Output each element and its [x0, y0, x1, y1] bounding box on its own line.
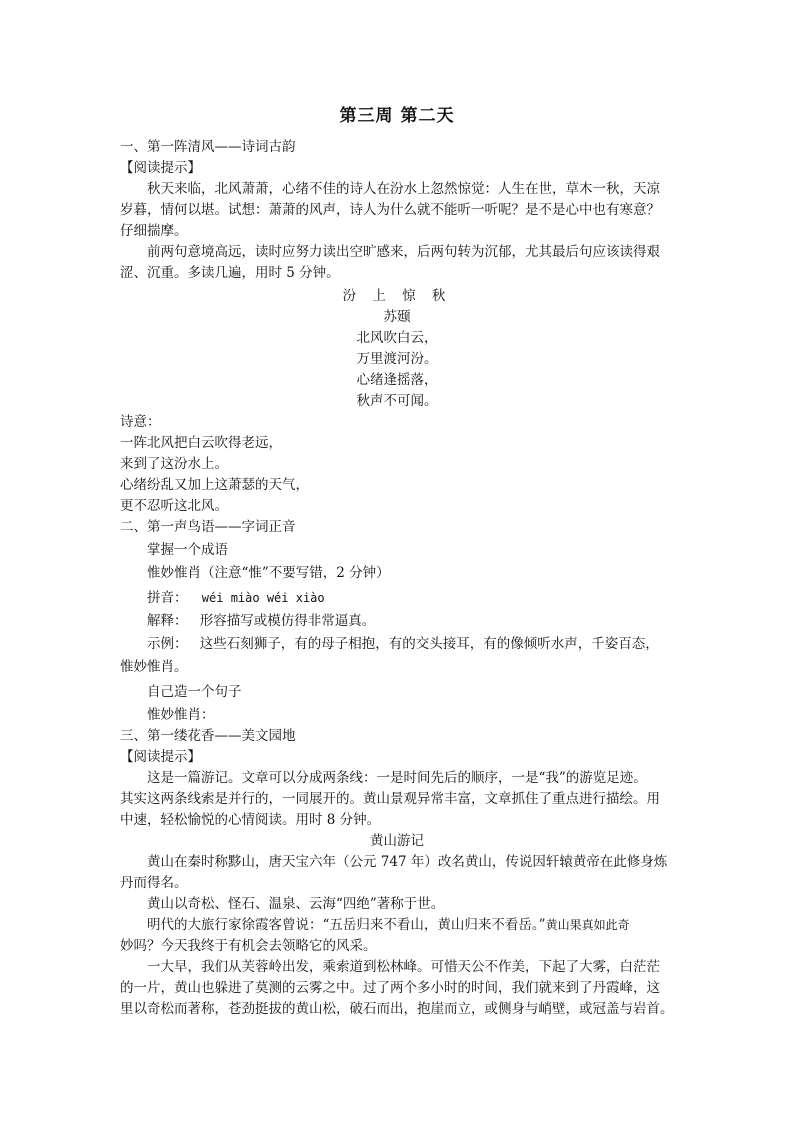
example-row	[147, 634, 707, 655]
poem-line: 北风吹白云，	[356, 330, 438, 346]
idiom-note: 惟妙惟肖（注意“惟”不要写错，2 分钟）	[147, 565, 390, 581]
explain-label: 解释：	[147, 613, 188, 629]
paragraph-line: 里以奇松而著称，苍劲挺拔的黄山松，破石而出，抱崖而立，或侧身与峭壁，或冠盖与岩首。	[120, 1001, 674, 1017]
page-title: 第三周 第二天	[339, 106, 455, 126]
paragraph-line: 仔细揣摩。	[120, 223, 188, 239]
paragraph-line: 这是一篇游记。文章可以分成两条线：一是时间先后的顺序，一是“我”的游览足迹。	[147, 770, 647, 786]
make-sentence-prompt: 自己造一个句子	[147, 684, 242, 700]
poem-meaning-line: 一阵北风把白云吹得老远，	[120, 435, 282, 451]
quote-text: 明代的大旅行家徐霞客曾说：“五岳归来不看山，黄山归来不看岳。”	[147, 917, 546, 933]
section-1-tip-label: 【阅读提示】	[120, 160, 201, 176]
paragraph-line: 秋天来临，北风萧萧，心绪不佳的诗人在汾水上忽然惊觉：人生在世，草木一秋，天凉	[147, 181, 660, 197]
poem-title: 汾 上 惊 秋	[342, 288, 452, 304]
explain-value: 形容描写或模仿得非常逼真。	[199, 613, 376, 629]
poem-meaning-line: 心绪纷乱又加上这萧瑟的天气，	[120, 477, 309, 493]
paragraph-line: 前两句意境高远，读时应努力读出空旷感来，后两句转为沉郁，尤其最后句应该读得艰	[147, 244, 660, 260]
paragraph-line	[147, 915, 707, 936]
paragraph-line: 岁暮，情何以堪。试想：萧萧的风声，诗人为什么就不能听一听呢？是不是心中也有寒意？	[120, 202, 660, 218]
poem-line: 心绪逢摇落，	[356, 372, 438, 388]
essay-title: 黄山游记	[370, 833, 424, 849]
idiom-intro: 掌握一个成语	[147, 542, 228, 558]
paragraph-line: 其实这两条线索是并行的，一同展开的。黄山景观异常丰富，文章抓住了重点进行描绘。用	[120, 791, 660, 807]
poem-author: 苏颋	[383, 309, 411, 325]
paragraph-line: 中速，轻松愉悦的心情阅读。用时 8 分钟。	[120, 812, 381, 828]
paragraph-line: 妙吗？今天我终于有机会去领略它的风采。	[120, 938, 377, 954]
pinyin-label: 拼音：	[147, 590, 188, 606]
example-continued: 惟妙惟肖。	[120, 659, 188, 675]
example-value: 这些石刻狮子，有的母子相抱，有的交头接耳，有的像倾听水声，千姿百态，	[199, 636, 659, 652]
paragraph-line: 丹而得名。	[120, 875, 188, 891]
pinyin-value: wéi miào wéi xiào	[201, 591, 325, 605]
explain-row	[147, 611, 707, 632]
section-1-heading: 一、第一阵清风——诗词古韵	[120, 139, 296, 155]
paragraph-line: 的一片，黄山也躲进了莫测的云雾之中。过了两个多小时的时间，我们就来到了丹霞峰，这	[120, 980, 660, 996]
pinyin-row	[147, 588, 707, 609]
paragraph-line: 黄山以奇松、怪石、温泉、云海“四绝”著称于世。	[147, 896, 445, 912]
section-2-heading: 二、第一声鸟语——字词正音	[120, 519, 296, 535]
poem-meaning-line: 来到了这汾水上。	[120, 456, 228, 472]
poem-meaning-label: 诗意：	[120, 414, 161, 430]
quote-followup: 黄山果真如此奇	[545, 918, 630, 932]
section-3-heading: 三、第一缕花香——美文园地	[120, 728, 296, 744]
paragraph-line: 一大早，我们从芙蓉岭出发，乘索道到松林峰。可惜天公不作美，下起了大雾，白茫茫	[147, 959, 660, 975]
poem-line: 秋声不可闻。	[356, 393, 438, 409]
poem-meaning-line: 更不忍听这北风。	[120, 498, 228, 514]
paragraph-line: 黄山在秦时称黟山，唐天宝六年（公元 747 年）改名黄山，传说因轩辕黄帝在此修身炼	[147, 854, 668, 870]
paragraph-line: 涩、沉重。多读几遍，用时 5 分钟。	[120, 265, 340, 281]
sentence-answer-label: 惟妙惟肖：	[147, 707, 215, 723]
poem-line: 万里渡河汾。	[356, 351, 438, 367]
example-label: 示例：	[147, 636, 188, 652]
section-3-tip-label: 【阅读提示】	[120, 749, 201, 765]
